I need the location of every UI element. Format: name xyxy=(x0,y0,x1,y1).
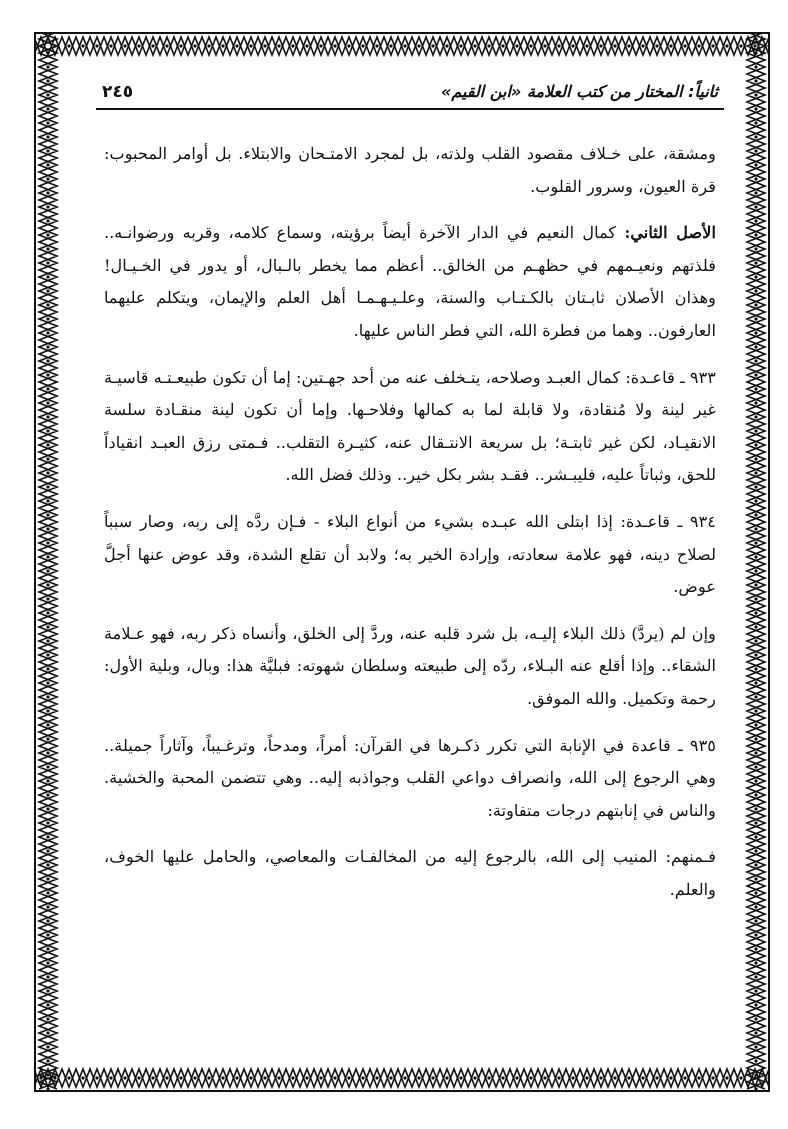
page-number: ٢٤٥ xyxy=(102,82,134,102)
paragraph xyxy=(104,217,716,347)
paragraph-text: وإن لم (يردَّ) ذلك البلاء إليـه، بل شرد قلبه عنه، وردَّ إلى الخلق، وأنساه ذكر ربه، فهو عـلامة الشقاء.. وإذا أقلع عنه البـلاء، ردّه إلى طبيعته وسلطان شهوته: فبليَّة هذا: وبال، وبلية الأول: رحمة وتكميل. والله الموفق. xyxy=(104,623,716,708)
paragraph-text: ومشقة، على خـلاف مقصود القلب ولذته، بل لمجرد الامتـحان والابتلاء. بل أوامر المحبوب: قرة العيون، وسرور القلوب. xyxy=(104,144,716,196)
paragraph-text: ٩٣٣ ـ قاعـدة: كمال العبـد وصلاحه، يتـخلف عنه من أحد جهـتين: إما أن تكون طبيعـتـه قاسيـة غير لينة ولا مُنقادة، ولا قابلة لما به كمالها وفلاحـها. وإما أن تكون لينة منقـادة سلسة الانقيـاد، لكن غير ثابتـة؛ بل سريعة الانتـقال عنه، كثيـرة التقلب.. فـمتى رزق العبـد انقياداً للحق، وثباتاً عليه، فليبـشر.. فقـد بشر بكل خير.. وذلك فضل الله. xyxy=(104,367,716,485)
paragraph-text: ٩٣٤ ـ قاعـدة: إذا ابتلى الله عبـده بشيء من أنواع البلاء - فـإن ردَّه إلى ربه، وصار سبباً لصلاح دينه، فهو علامة سعادته، وإرادة الخير به؛ ولابد أن تقلع الشدة، وقد عوض عنها أجلَّ عوض. xyxy=(104,511,716,597)
paragraph-lead: الأصل الثاني: xyxy=(624,223,716,243)
paragraph-text: ٩٣٥ ـ قاعدة في الإنابة التي تكرر ذكـرها في القرآن: أمراً، ومدحاً، وترغـيباً، وآثاراً جميلة.. وهي الرجوع إلى الله، وانصراف دواعي القلب وجواذبه إليه.. وهي تتضمن المحبة والخشية. والناس في إنابتهم درجات متفاوتة: xyxy=(104,735,716,820)
paragraph xyxy=(104,138,716,203)
paragraph-text: فـمنهم: المنيب إلى الله، بالرجوع إليه من المخالفـات والمعاصي، والحامل عليها الخوف، والعلم. xyxy=(104,847,716,899)
paragraph xyxy=(104,506,716,604)
page-body xyxy=(104,138,716,920)
running-header xyxy=(96,80,724,110)
paragraph-text: كمال النعيم في الدار الآخرة أيضاً برؤيته، وسماع كلامه، وقربه ورضوانـه.. فلذتهم ونعيـمهم في حظهـم من الخالق.. أعظم مما يخطر بالـبال، أو يدور في الخـيـال! وهذان الأصلان ثابـتان بالكـتـاب والسنة، وعلـيـهـمـا أهل العلم والإيمان، ويتكلم عليهما العارفون.. وهما من فطرة الله، التي فطر الناس عليها. xyxy=(104,223,716,340)
header-title: ثانياً: المختار من كتب العلامة «ابن القيم» xyxy=(440,82,718,101)
paragraph xyxy=(104,841,716,906)
paragraph xyxy=(104,362,716,492)
paragraph xyxy=(104,730,716,828)
paragraph xyxy=(104,618,716,716)
